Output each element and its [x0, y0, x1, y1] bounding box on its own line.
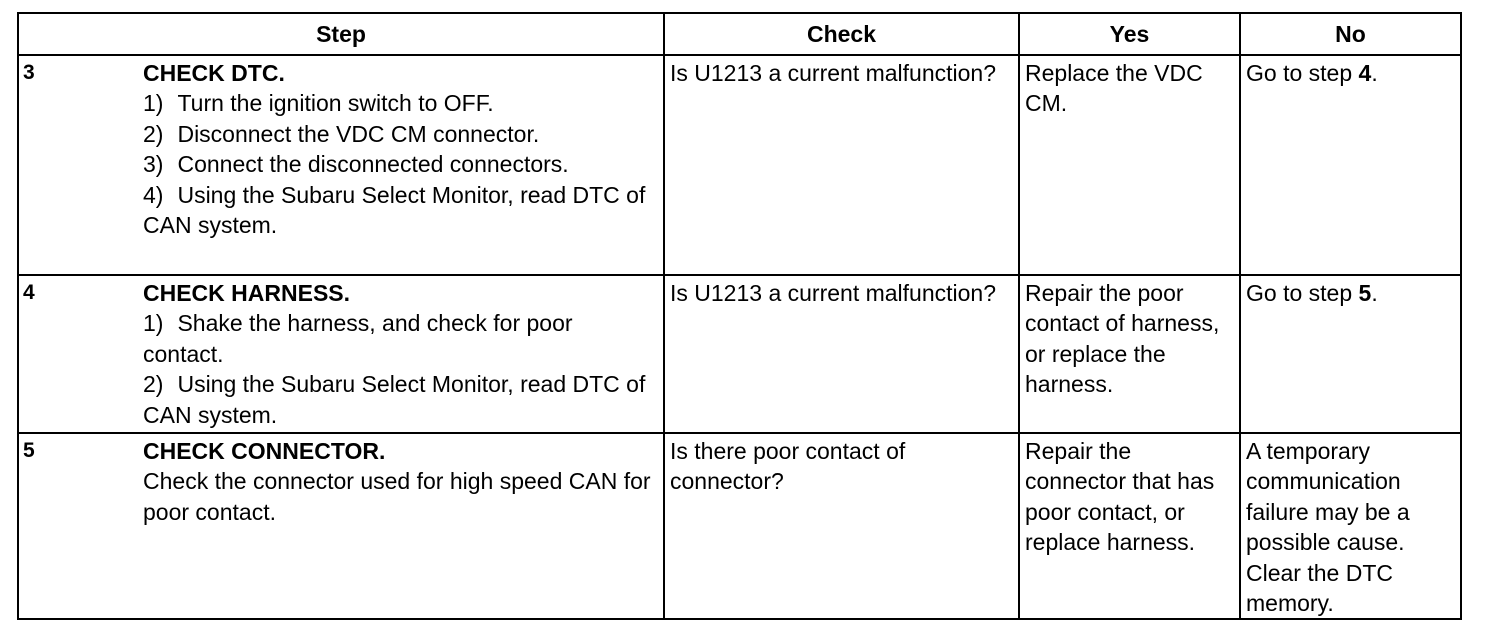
table-row: [18, 275, 1461, 433]
header-check: Check: [664, 13, 1019, 55]
step-cell: [18, 55, 664, 275]
yes-text: Repair the connector that has poor contact, or replace harness.: [1025, 438, 1215, 556]
no-suffix: .: [1371, 60, 1378, 86]
no-cell: [1240, 275, 1461, 433]
substep: [143, 88, 659, 118]
substep: [143, 369, 659, 430]
header-yes: Yes: [1019, 13, 1240, 55]
yes-cell: [1019, 275, 1240, 433]
check-text: Is U1213 a current malfunction?: [670, 60, 997, 86]
check-cell: [664, 275, 1019, 433]
no-step-ref: 4: [1358, 60, 1372, 86]
table-row: [18, 433, 1461, 619]
substep-text: Using the Subaru Select Monitor, read DTC of CAN system.: [143, 181, 646, 239]
substep-number: 1): [143, 310, 164, 337]
substep-number: 2): [143, 371, 164, 398]
step-text: Check the connector used for high speed CAN for poor contact.: [143, 468, 651, 525]
header-row: [18, 13, 1461, 55]
substep-text: Turn the ignition switch to OFF.: [177, 90, 494, 117]
step-body: [143, 434, 663, 527]
no-text: A temporary communication failure may be a possible cause. Clear the DTC memory.: [1246, 438, 1410, 617]
substep-number: 2): [143, 120, 164, 147]
step-title: CHECK DTC.: [143, 60, 285, 86]
yes-text: Replace the VDC CM.: [1025, 60, 1203, 117]
no-step-ref: 5: [1358, 280, 1372, 306]
substep-number: 3): [143, 151, 164, 178]
step-number: 5: [23, 439, 35, 462]
no-cell: [1240, 55, 1461, 275]
check-text: Is U1213 a current malfunction?: [670, 280, 997, 306]
header-step: Step: [18, 13, 664, 55]
step-title: CHECK CONNECTOR.: [143, 438, 386, 464]
substep: [143, 149, 659, 179]
check-cell: [664, 55, 1019, 275]
step-number: 4: [23, 281, 35, 304]
yes-cell: [1019, 55, 1240, 275]
substep: [143, 308, 659, 369]
no-text: [1241, 56, 1460, 88]
check-text: Is there poor contact of connector?: [670, 438, 906, 495]
no-prefix: Go to step: [1246, 60, 1359, 86]
no-suffix: .: [1371, 280, 1378, 306]
no-text: [1241, 276, 1460, 308]
step-title: CHECK HARNESS.: [143, 280, 351, 306]
substep-text: Disconnect the VDC CM connector.: [177, 120, 540, 147]
substep-text: Shake the harness, and check for poor contact.: [143, 310, 573, 367]
diagnostic-table: [17, 12, 1462, 620]
substep-text: Using the Subaru Select Monitor, read DTC of CAN system.: [143, 371, 646, 428]
step-number: 3: [23, 61, 35, 84]
step-body: [143, 56, 663, 240]
no-cell: [1240, 433, 1461, 619]
yes-text: Repair the poor contact of harness, or replace the harness.: [1025, 280, 1220, 398]
table-row: [18, 55, 1461, 275]
substep: [143, 119, 659, 149]
substep-text: Connect the disconnected connectors.: [177, 151, 569, 178]
step-cell: [18, 433, 664, 619]
step-cell: [18, 275, 664, 433]
step-body: [143, 276, 663, 430]
substep: [143, 180, 659, 241]
substep-number: 4): [143, 181, 164, 208]
yes-cell: [1019, 433, 1240, 619]
substep-number: 1): [143, 90, 164, 117]
header-no: No: [1240, 13, 1461, 55]
check-cell: [664, 433, 1019, 619]
no-prefix: Go to step: [1246, 280, 1359, 306]
